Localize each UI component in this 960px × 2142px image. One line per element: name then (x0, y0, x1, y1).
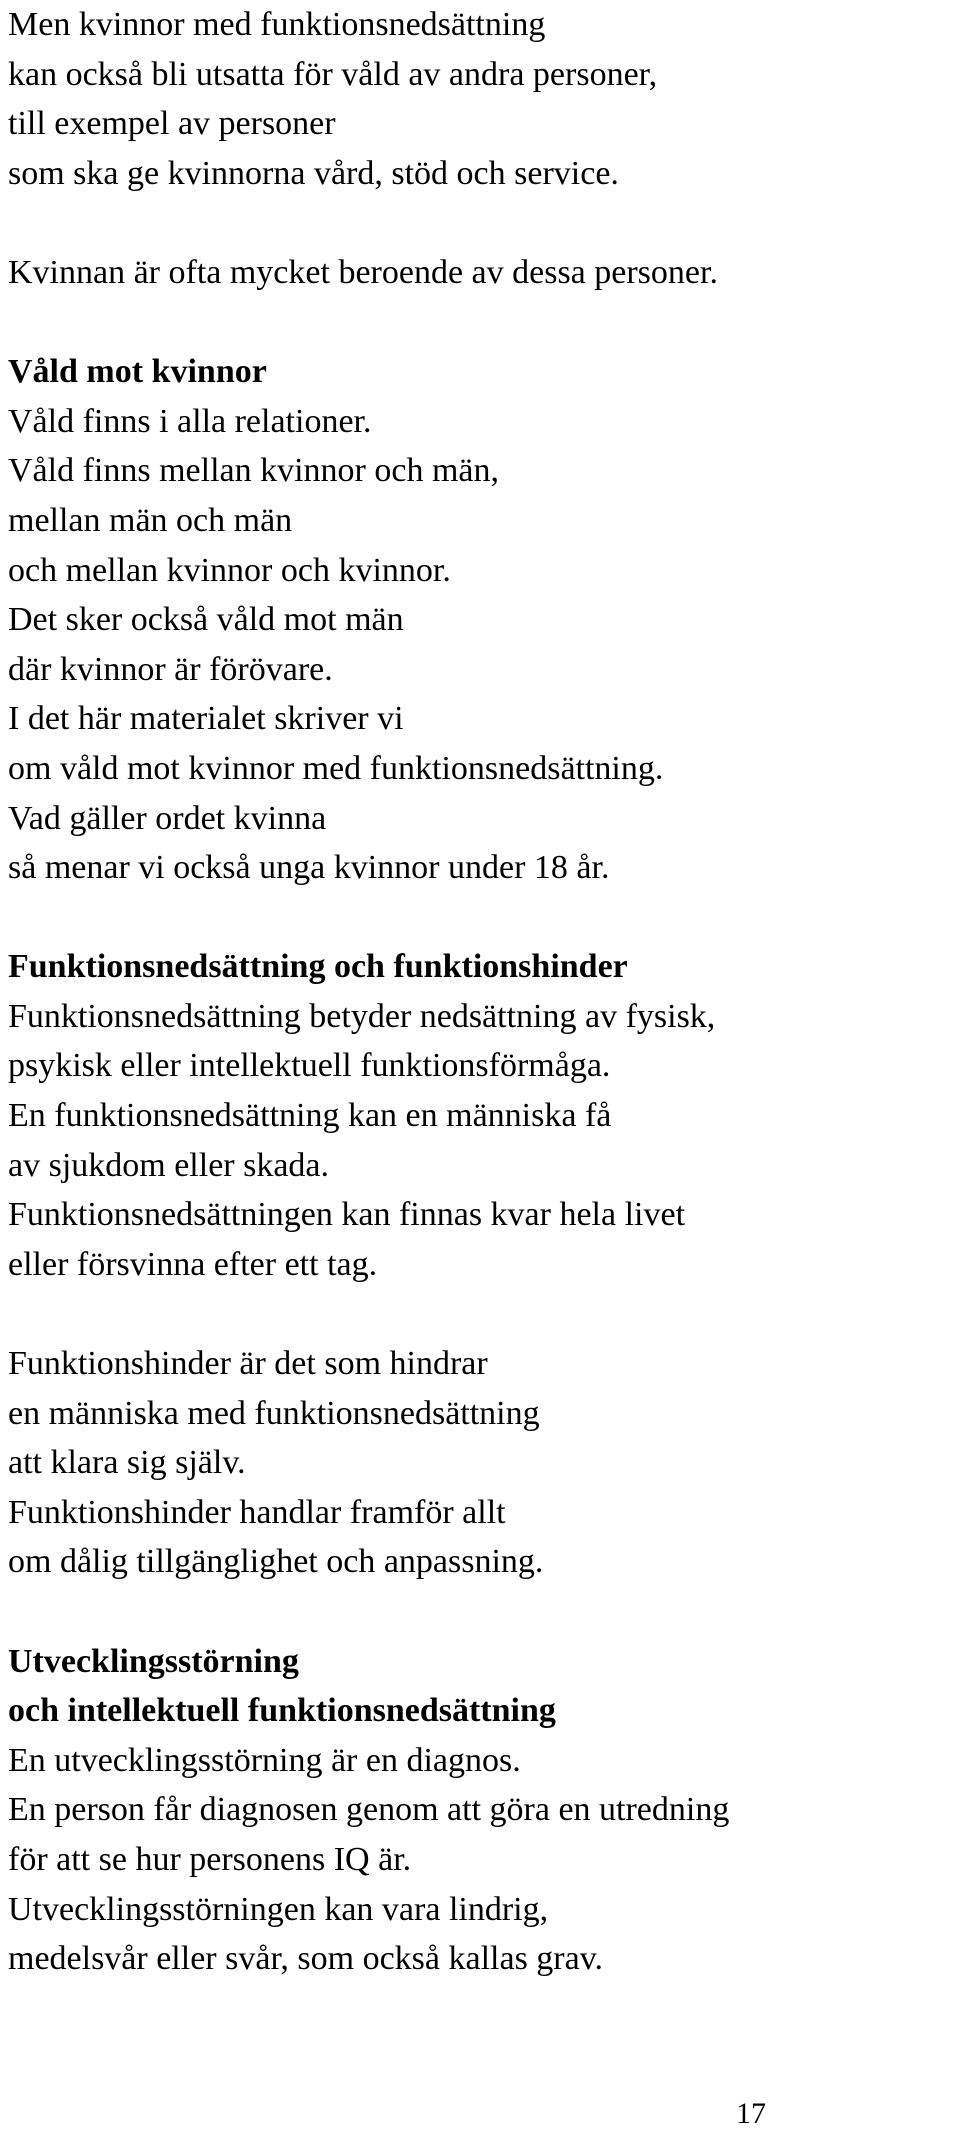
paragraph-gap (8, 893, 952, 943)
paragraph-dependence (8, 248, 952, 298)
text-line: och mellan kvinnor och kvinnor. (8, 551, 451, 589)
text-line: Utvecklingsstörningen kan vara lindrig, (8, 1890, 549, 1928)
paragraph-intro (8, 0, 952, 198)
text-line: En funktionsnedsättning kan en människa få (8, 1097, 612, 1135)
text-line: En person får diagnosen genom att göra en utredning (8, 1791, 730, 1829)
section-heading: Våld mot kvinnor (8, 353, 267, 391)
text-line: Det sker också våld mot män (8, 601, 404, 639)
text-line: en människa med funktionsnedsättning (8, 1394, 540, 1432)
text-line: som ska ge kvinnorna vård, stöd och service. (8, 154, 619, 192)
paragraph-handicap (8, 1339, 952, 1587)
text-line: om våld mot kvinnor med funktionsnedsättning. (8, 749, 664, 787)
section-disability (8, 942, 952, 1289)
text-line: Vad gäller ordet kvinna (8, 799, 327, 837)
text-line: Kvinnan är ofta mycket beroende av dessa personer. (8, 253, 718, 291)
text-line: att klara sig själv. (8, 1444, 246, 1482)
section-heading: Utvecklingsstörning (8, 1642, 299, 1680)
paragraph-gap (8, 1587, 952, 1637)
text-line: Funktionshinder är det som hindrar (8, 1345, 488, 1383)
text-line: där kvinnor är förövare. (8, 650, 333, 688)
paragraph-gap (8, 198, 952, 248)
text-line: så menar vi också unga kvinnor under 18 år. (8, 849, 610, 887)
text-line: mellan män och män (8, 501, 293, 539)
text-line: eller försvinna efter ett tag. (8, 1245, 378, 1283)
text-line: till exempel av personer (8, 105, 336, 143)
paragraph-gap (8, 1289, 952, 1339)
document-page (8, 0, 952, 1984)
section-violence-against-women (8, 347, 952, 893)
text-line: medelsvår eller svår, som också kallas grav. (8, 1940, 603, 1978)
text-line: Funktionshinder handlar framför allt (8, 1493, 506, 1531)
text-line: om dålig tillgänglighet och anpassning. (8, 1543, 544, 1581)
section-heading: och intellektuell funktionsnedsättning (8, 1692, 556, 1730)
text-line: Våld finns i alla relationer. (8, 402, 372, 440)
paragraph-gap (8, 298, 952, 348)
page-number: 17 (736, 2097, 766, 2130)
text-line: Våld finns mellan kvinnor och män, (8, 452, 500, 490)
text-line: I det här materialet skriver vi (8, 700, 404, 738)
text-line: kan också bli utsatta för våld av andra personer, (8, 55, 658, 93)
text-line: Funktionsnedsättning betyder nedsättning av fysisk, (8, 997, 716, 1035)
text-line: Funktionsnedsättningen kan finnas kvar hela livet (8, 1196, 686, 1234)
section-intellectual-disability (8, 1637, 952, 1984)
text-line: psykisk eller intellektuell funktionsförmåga. (8, 1047, 611, 1085)
section-heading: Funktionsnedsättning och funktionshinder (8, 948, 628, 986)
text-line: av sjukdom eller skada. (8, 1146, 330, 1184)
text-line: för att se hur personens IQ är. (8, 1840, 412, 1878)
text-line: En utvecklingsstörning är en diagnos. (8, 1741, 521, 1779)
text-line: Men kvinnor med funktionsnedsättning (8, 6, 546, 43)
